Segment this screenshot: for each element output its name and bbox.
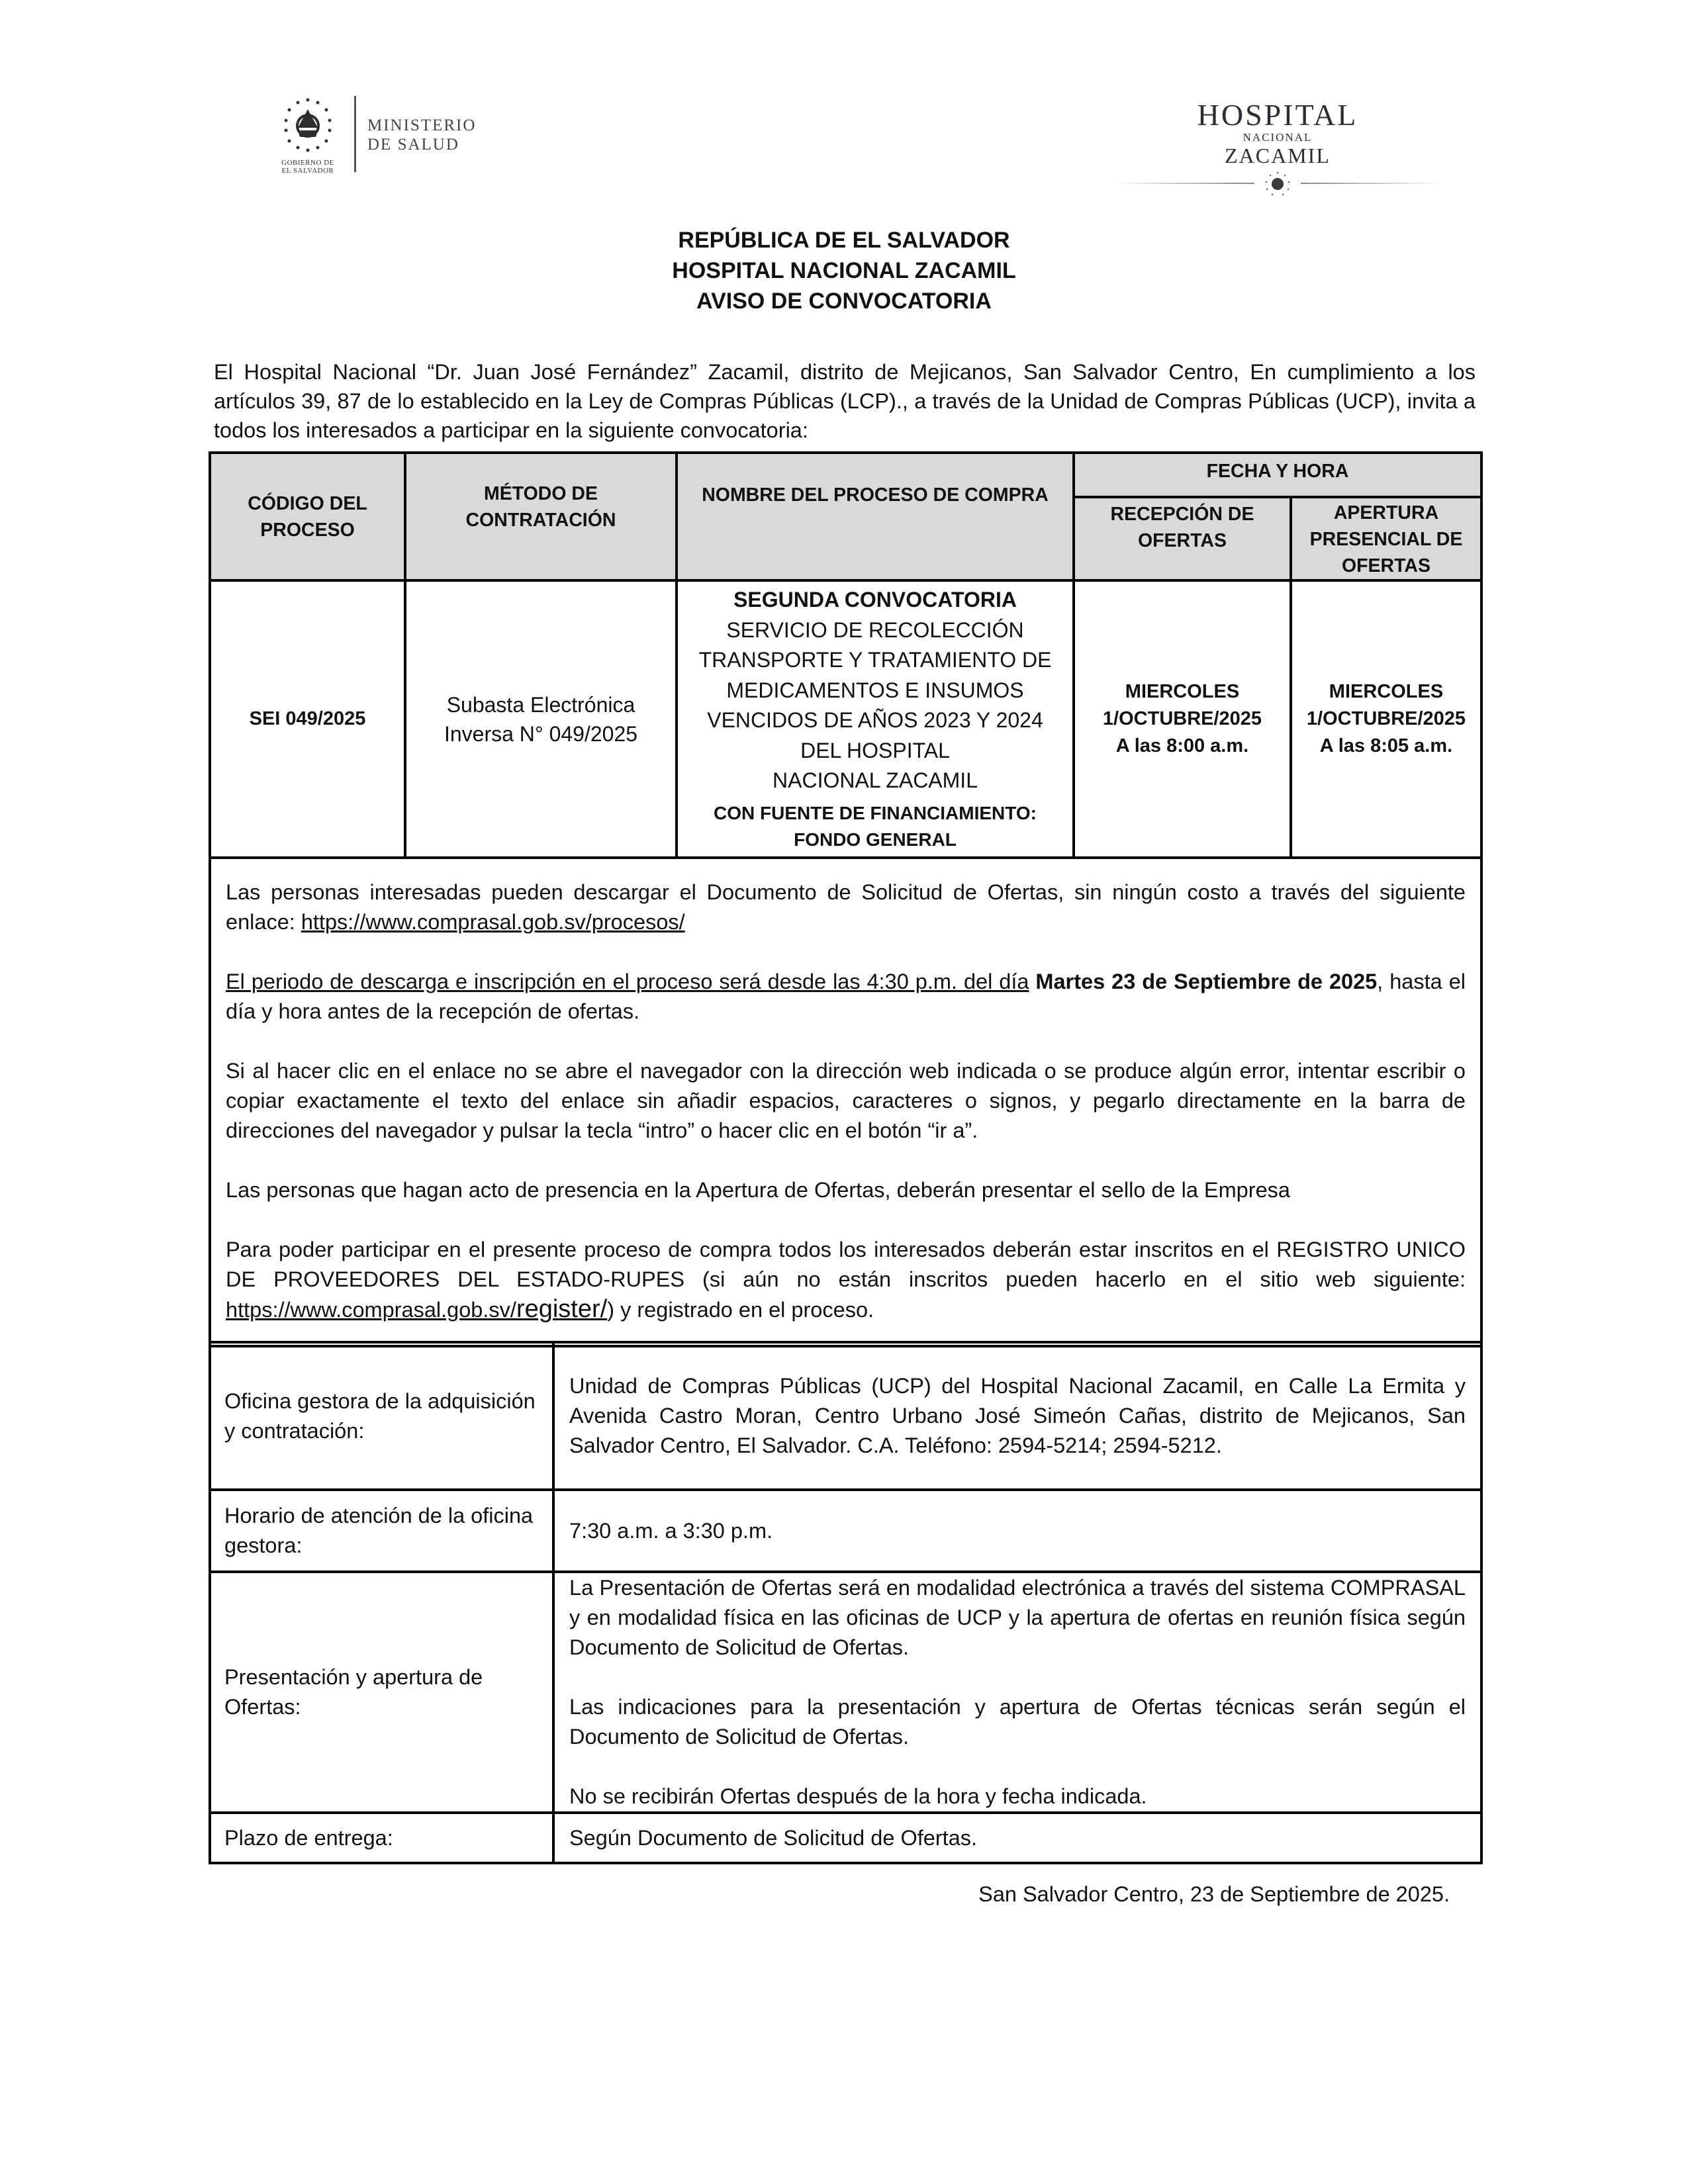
place-and-date: San Salvador Centro, 23 de Septiembre de 2025. [978, 1882, 1450, 1906]
header-name-label: NOMBRE DEL PROCESO DE COMPRA [702, 484, 1049, 506]
title-line-2: HOSPITAL NACIONAL ZACAMIL [672, 258, 1016, 283]
period-text: El periodo de descarga e inscripción en el proceso será desde las 4:30 p.m. del día [226, 970, 1029, 993]
title-line-3: AVISO DE CONVOCATORIA [696, 289, 992, 314]
header-opening-label: APERTURA PRESENCIAL DE OFERTAS [1309, 502, 1463, 576]
detail-label: Plazo de entrega: [210, 1813, 553, 1863]
period-paragraph [226, 967, 1466, 1026]
coat-of-arms-icon [1264, 171, 1291, 197]
header-reception-label: RECEPCIÓN DE OFERTAS [1110, 504, 1254, 551]
header-method [405, 453, 677, 580]
download-paragraph [226, 878, 1466, 937]
funding-line-1: CON FUENTE DE FINANCIAMIENTO: [714, 802, 1037, 823]
logo-rule [1112, 169, 1443, 196]
document-title [0, 225, 1688, 316]
process-name-line: DEL HOSPITAL [800, 738, 950, 762]
header-opening [1291, 497, 1481, 580]
opening-date: 1/OCTUBRE/2025 [1306, 708, 1466, 729]
rupes-rest: ) y registrado en el proceso. [607, 1298, 874, 1322]
process-name-line: SERVICIO DE RECOLECCIÓN [726, 617, 1024, 642]
detail-value: 7:30 a.m. a 3:30 p.m. [553, 1490, 1481, 1572]
logo-divider [354, 96, 356, 172]
hospital-logo-line-3: ZACAMIL [1225, 144, 1331, 167]
detail-table [209, 1341, 1483, 1864]
funding-source [684, 800, 1066, 853]
convocatoria-table [209, 451, 1483, 1347]
table-row [210, 580, 1481, 858]
table-row [210, 1572, 1481, 1813]
ministry-name [367, 116, 476, 154]
detail-value: Según Documento de Solicitud de Ofertas. [553, 1813, 1481, 1863]
header-code [210, 453, 405, 580]
rule-line-right [1301, 183, 1443, 184]
coat-of-arms-icon [271, 96, 344, 159]
header-date-group-label: FECHA Y HORA [1206, 461, 1349, 482]
contract-method [405, 580, 677, 858]
header-name [677, 453, 1074, 580]
info-section [210, 858, 1481, 1346]
detail-value [553, 1572, 1481, 1813]
reception-date: 1/OCTUBRE/2025 [1102, 708, 1262, 729]
rupes-paragraph [226, 1235, 1466, 1325]
process-code [210, 580, 405, 858]
table-row [210, 1342, 1481, 1490]
reception-time: A las 8:00 a.m. [1115, 735, 1249, 756]
detail-label: Horario de atención de la oficina gestora: [210, 1490, 553, 1572]
gobierno-label [271, 159, 344, 175]
link-help-paragraph: Si al hacer clic en el enlace no se abre el navegador con la dirección web indicada o se produce algún error, intentar escribir o copiar exactamente el texto del enlace sin añadir espacios, caracteres o signos, y pegarlo directamente en la barra de direcciones del navegador y pulsar la tecla “intro” o hacer clic en el botón “ir a”. [226, 1059, 1466, 1142]
hospital-logo-line-2: NACIONAL [1243, 131, 1313, 144]
funding-line-2: FONDO GENERAL [794, 829, 957, 850]
header-date-group [1074, 453, 1481, 497]
detail-value-paragraph: No se recibirán Ofertas después de la hora y fecha indicada. [569, 1784, 1147, 1808]
rupes-text: Para poder participar en el presente proceso de compra todos los interesados deberán estar inscritos en el REGISTRO UNICO DE PROVEEDORES DEL ESTADO-RUPES (si aún no están inscritos pueden hacerlo en el sitio web siguiente: [226, 1238, 1466, 1291]
gov-line-2: EL SALVADOR [281, 167, 334, 175]
procesos-link[interactable]: https://www.comprasal.gob.sv/procesos/ [301, 910, 685, 934]
table-row [210, 1813, 1481, 1863]
opening-datetime [1291, 580, 1481, 858]
detail-label: Presentación y apertura de Ofertas: [210, 1572, 553, 1813]
intro-paragraph: El Hospital Nacional “Dr. Juan José Fernández” Zacamil, distrito de Mejicanos, San Salvador Centro, En cumplimiento a los artículos 39, 87 de lo establecido en la Ley de Compras Públicas (LCP)., a través de la Unidad de Compras Públicas (UCP), invita a todos los interesados a participar en la siguiente convocatoria: [214, 360, 1476, 442]
header-reception [1074, 497, 1291, 580]
process-name-line: TRANSPORTE Y TRATAMIENTO DE [698, 648, 1052, 672]
process-name-line: NACIONAL ZACAMIL [773, 768, 978, 793]
download-text: Las personas interesadas pueden descargar el Documento de Solicitud de Ofertas, sin ningún costo a través del siguiente enlace: [226, 880, 1466, 934]
header-code-label: CÓDIGO DEL PROCESO [248, 492, 367, 541]
register-link-base: https://www.comprasal.gob.sv/ [226, 1298, 516, 1322]
detail-value: Unidad de Compras Públicas (UCP) del Hospital Nacional Zacamil, en Calle La Ermita y Avenida Castro Moran, Centro Urbano José Simeón Cañas, distrito de Mejicanos, San Salvador Centro, El Salvador. C.A. Teléfono: 2594-5214; 2594-5212. [553, 1342, 1481, 1490]
method-line-2: Inversa N° 049/2025 [444, 721, 638, 746]
register-link[interactable] [226, 1295, 608, 1323]
detail-value-paragraph: La Presentación de Ofertas será en modalidad electrónica a través del sistema COMPRASAL y en modalidad física en las oficinas de UCP y la apertura de ofertas en reunión física según Documento de Solicitud de Ofertas. [569, 1576, 1466, 1659]
reception-day: MIERCOLES [1125, 681, 1240, 702]
ministerio-de-salud-logo [271, 96, 496, 175]
register-link-path: register/ [516, 1295, 608, 1323]
reception-datetime [1074, 580, 1291, 858]
rule-line-left [1112, 183, 1254, 184]
header-method-label: MÉTODO DE CONTRATACIÓN [465, 483, 616, 531]
method-line-1: Subasta Electrónica [446, 692, 635, 717]
opening-day: MIERCOLES [1329, 681, 1444, 702]
process-code-value: SEI 049/2025 [249, 708, 366, 729]
gov-line-1: GOBIERNO DE [281, 159, 334, 167]
hospital-logo-line-1: HOSPITAL [1197, 98, 1358, 132]
table-row [210, 1490, 1481, 1572]
title-line-1: REPÚBLICA DE EL SALVADOR [678, 228, 1010, 253]
process-name-line: VENCIDOS DE AÑOS 2023 Y 2024 [707, 708, 1043, 733]
detail-label: Oficina gestora de la adquisición y contratación: [210, 1342, 553, 1490]
process-name [677, 580, 1074, 858]
period-date: Martes 23 de Septiembre de 2025 [1035, 970, 1378, 993]
opening-time: A las 8:05 a.m. [1319, 735, 1453, 756]
stamp-paragraph: Las personas que hagan acto de presencia en la Apertura de Ofertas, deberán presentar el sello de la Empresa [226, 1178, 1290, 1202]
detail-value-paragraph: Las indicaciones para la presentación y apertura de Ofertas técnicas serán según el Documento de Solicitud de Ofertas. [569, 1695, 1466, 1749]
hospital-zacamil-logo [1112, 99, 1443, 212]
process-name-line: MEDICAMENTOS E INSUMOS [726, 678, 1024, 702]
ministry-line-1: MINISTERIO [367, 116, 477, 134]
ministry-line-2: DE SALUD [367, 136, 459, 154]
period-rest: , hasta el día y hora antes de la recepción de ofertas. [226, 970, 1466, 1023]
process-name-title: SEGUNDA CONVOCATORIA [733, 588, 1017, 612]
